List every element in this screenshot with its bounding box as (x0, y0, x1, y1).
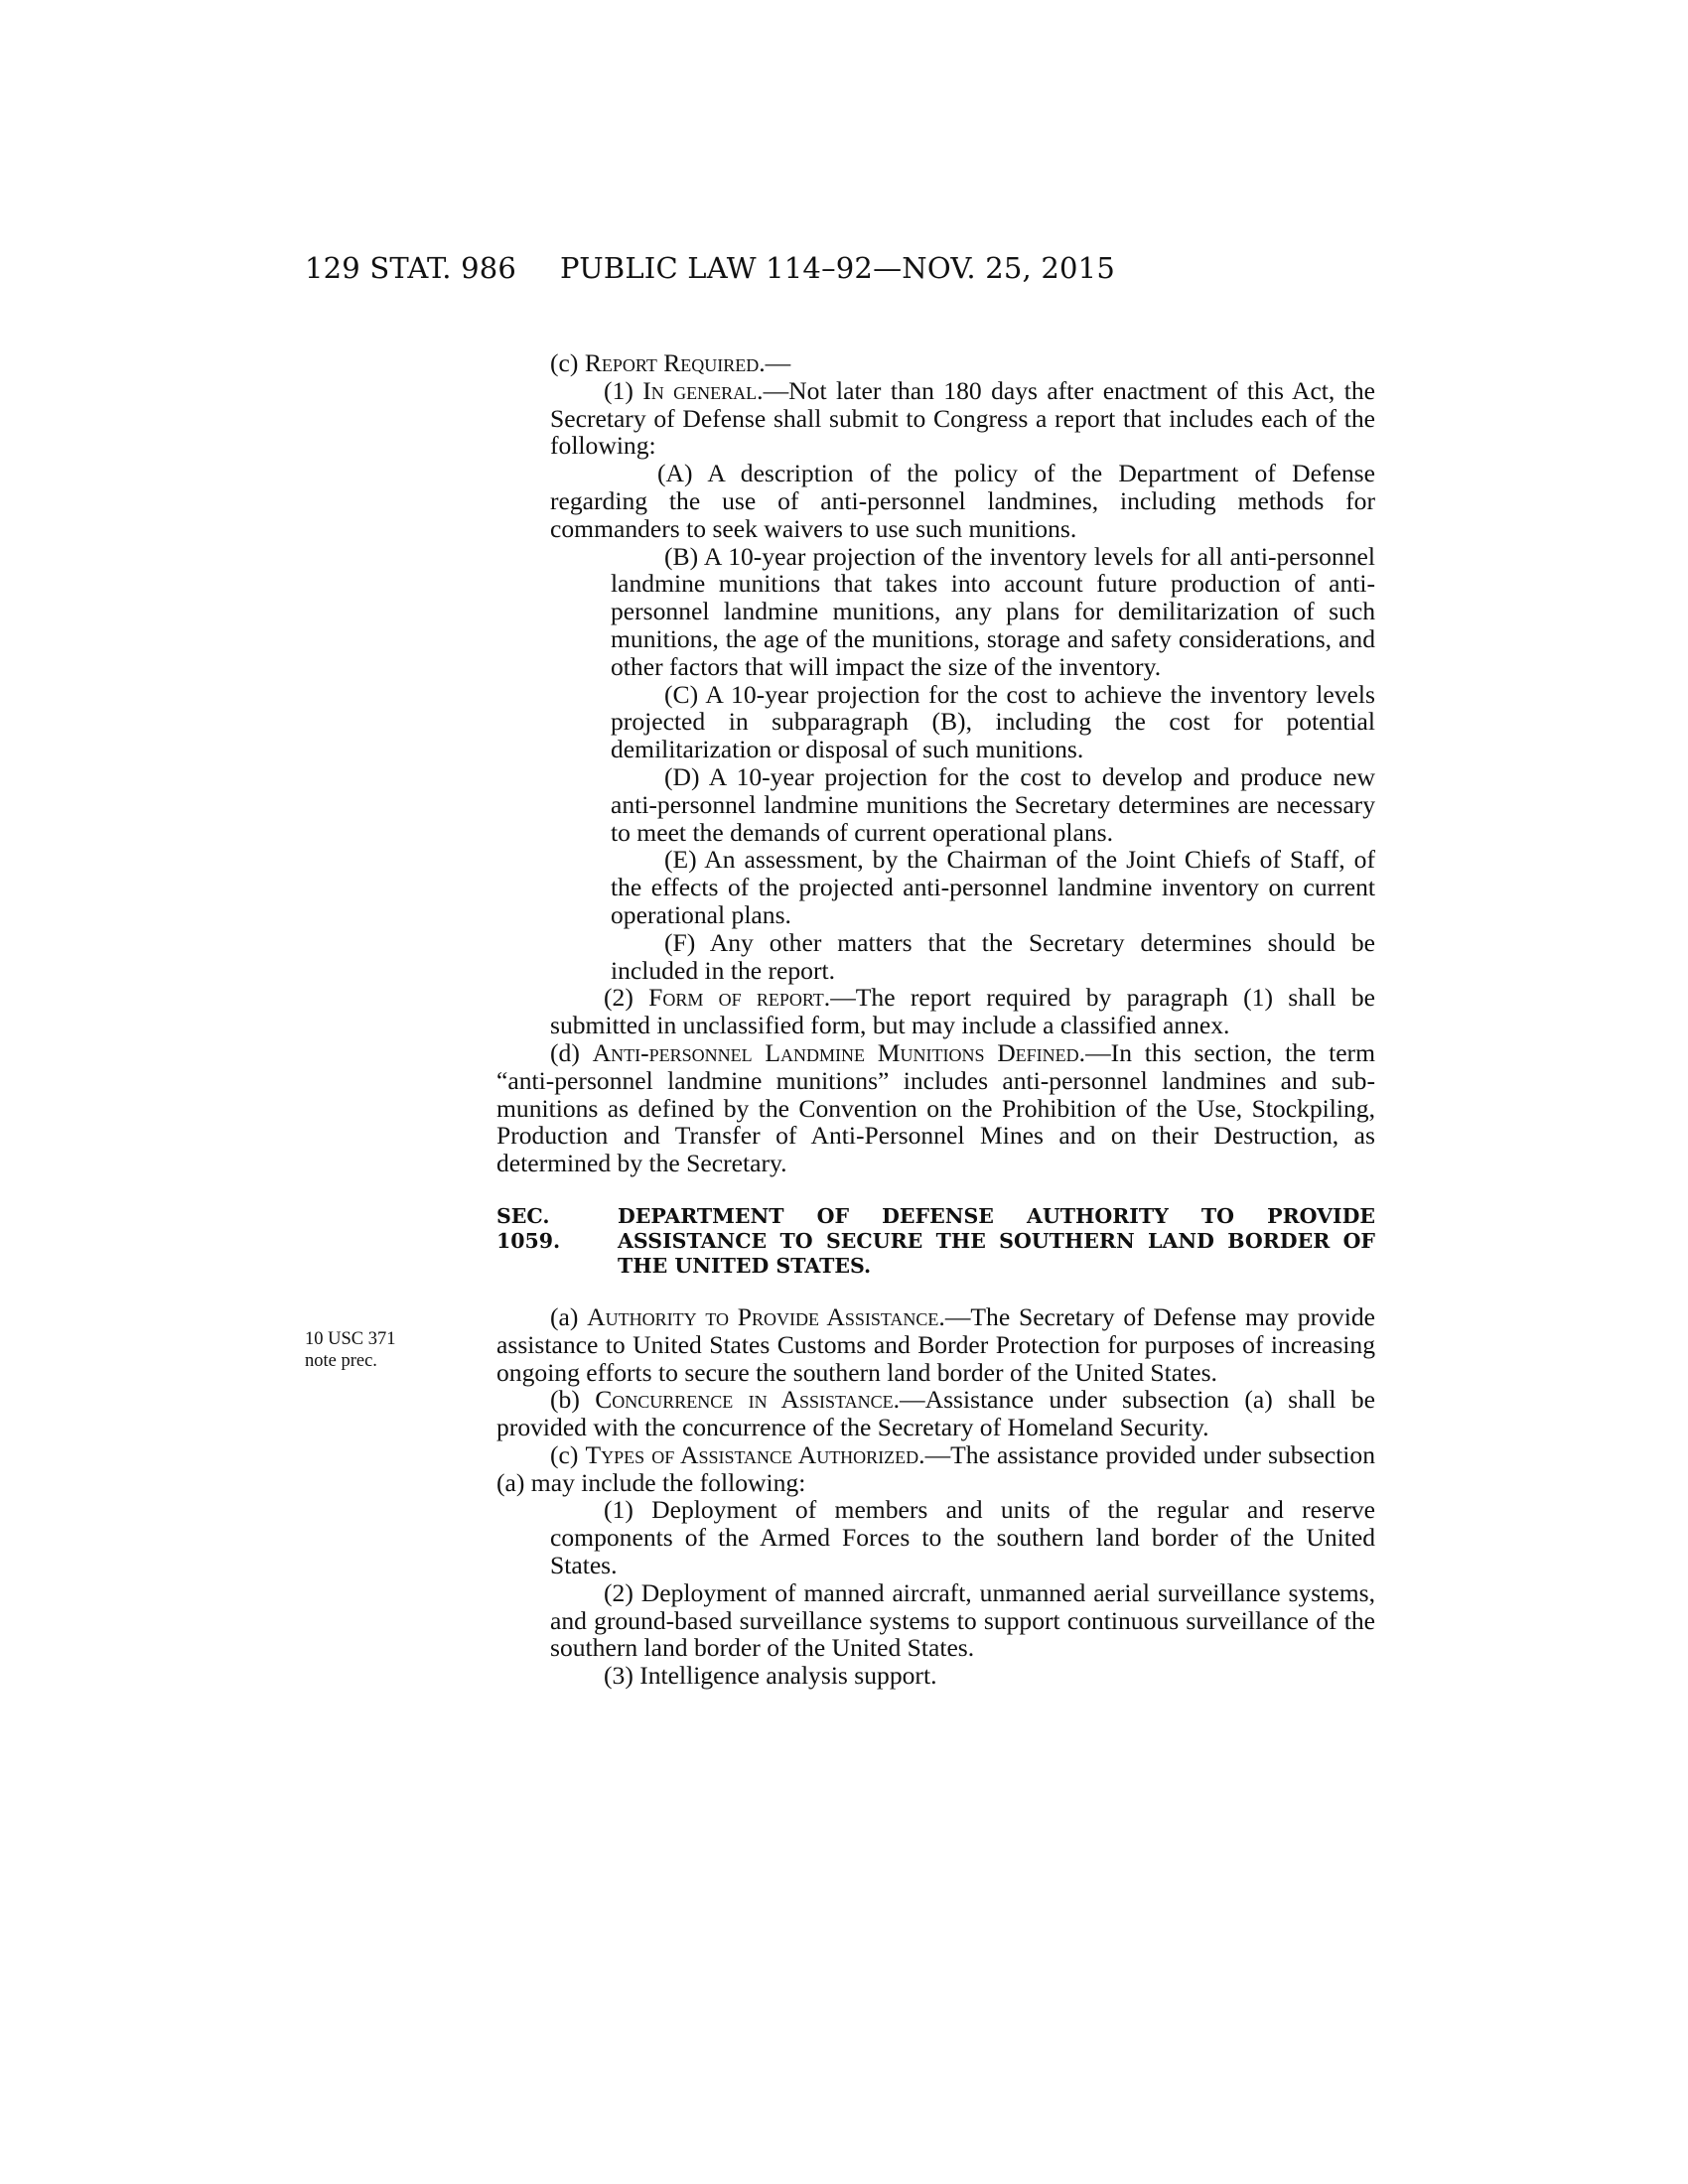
list-item: (2) Deployment of manned aircraft, unmanned aerial surveillance systems, and ground-based surveillance systems to support continuous surveillance of the southern land border of the United States. (550, 1577, 1375, 1663)
paragraph-1: (1) In general.—Not later than 180 days after enactment of this Act, the Secretary of Defense shall submit to Congress a report that includes each of the following: (550, 375, 1375, 461)
section-subsection-c: (c) Types of Assistance Authorized.—The assistance provided under subsection (a) may include the following: (496, 1439, 1375, 1497)
list-item: (D) A 10-year projection for the cost to develop and produce new anti-personnel landmine munitions the Secretary determines are necessary to meet the demands of current operational plans. (611, 761, 1375, 847)
list-item: (E) An assessment, by the Chairman of the Joint Chiefs of Staff, of the effects of the projected anti-personnel landmine inventory on current operational plans. (611, 845, 1375, 929)
page-body (496, 349, 1375, 1690)
section-subsection-b: (b) Concurrence in Assistance.—Assistance under subsection (a) shall be provided with the concurrence of the Secretary of Homeland Security. (496, 1385, 1375, 1442)
list-item: (A) A description of the policy of the Department of Defense regarding the use of anti-personnel landmines, including methods for commanders to seek waivers to use such munitions. (550, 459, 1375, 543)
margin-note (305, 1328, 396, 1372)
section-title: DEPARTMENT OF DEFENSE AUTHORITY TO PROVIDE ASSISTANCE TO SECURE THE SOUTHERN LAND BORDER OF THE UNITED STATES. (618, 1203, 1375, 1278)
section-heading (496, 1204, 1375, 1279)
list-item: (3) Intelligence analysis support. (604, 1661, 937, 1691)
margin-note-line: 10 USC 371 (305, 1329, 396, 1349)
section-number: SEC. 1059. (496, 1203, 561, 1253)
margin-note-line: note prec. (305, 1351, 377, 1371)
list-item: (C) A 10-year projection for the cost to achieve the inventory levels projected in subparagraph (B), including the cost for potential demilitarization or disposal of such munitions. (611, 679, 1375, 764)
subsection-c-heading: (c) Report Required.— (550, 348, 791, 377)
stat-page-number: 129 STAT. 986 (305, 251, 517, 285)
paragraph-2: (2) Form of report.—The report required by paragraph (1) shall be submitted in unclassified form, but may include a classified annex. (550, 983, 1375, 1040)
list-item: (B) A 10-year projection of the inventory levels for all anti-personnel landmine munitions that takes into account future production of anti-personnel landmine munitions, any plans for demilitarization of such munitions, the age of the munitions, storage and safety considerations, and other factors that will impact the size of the inventory. (611, 541, 1375, 681)
list-item: (1) Deployment of members and units of the regular and reserve components of the Armed Forces to the southern land border of the United States. (550, 1495, 1375, 1580)
running-title: PUBLIC LAW 114–92—NOV. 25, 2015 (560, 251, 1115, 285)
list-item: (F) Any other matters that the Secretary determines should be included in the report. (611, 927, 1375, 985)
section-subsection-a: (a) Authority to Provide Assistance.—The Secretary of Defense may provide assistance to United States Customs and Border Protection for purposes of increasing ongoing efforts to secure the southern land border of the United States. (496, 1301, 1375, 1387)
subsection-d: (d) Anti-personnel Landmine Munitions Defined.—In this section, the term “anti-personnel landmine munitions” includes anti-personnel landmines and sub-munitions as defined by the Convention on the Prohibition of the Use, Stockpiling, Production and Transfer of Anti-Personnel Mines and on their Destruction, as determined by the Secretary. (496, 1037, 1375, 1178)
